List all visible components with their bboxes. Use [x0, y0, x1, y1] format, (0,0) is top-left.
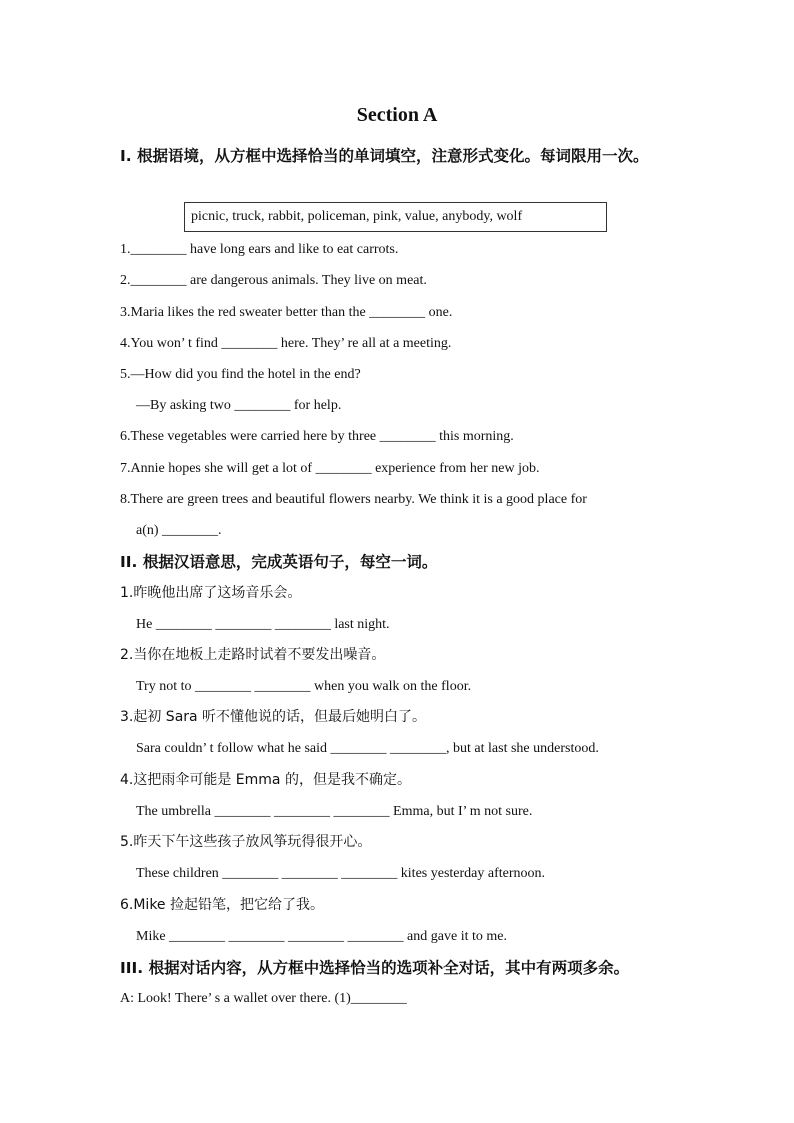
part1-item-2: 2.________ are dangerous animals. They live on meat. — [120, 273, 427, 288]
part2-item-1-en: He ________ ________ ________ last night. — [136, 617, 390, 632]
part1-item-5-question: 5.—How did you find the hotel in the end? — [120, 367, 361, 382]
word-box: picnic, truck, rabbit, policeman, pink, value, anybody, wolf — [184, 202, 607, 232]
part2-heading: II. 根据汉语意思，完成英语句子，每空一词。 — [120, 553, 438, 571]
part2-item-2-zh: 2.当你在地板上走路时试着不要发出噪音。 — [120, 647, 386, 663]
part1-item-8: 8.There are green trees and beautiful flowers nearby. We think it is a good place for — [120, 492, 587, 507]
part2-item-4-en: The umbrella ________ ________ ________ Emma, but I’ m not sure. — [136, 804, 533, 819]
part2-item-6-zh: 6.Mike 捡起铅笔，把它给了我。 — [120, 897, 324, 913]
part2-item-1-zh: 1.昨晚他出席了这场音乐会。 — [120, 585, 302, 601]
part2-item-6-en: Mike ________ ________ ________ ________ and gave it to me. — [136, 929, 507, 944]
part1-item-5-answer: —By asking two ________ for help. — [136, 398, 342, 413]
part1-heading: Ⅰ. 根据语境，从方框中选择恰当的单词填空，注意形式变化。每词限用一次。 — [120, 147, 649, 165]
part3-dialog-line-1: A: Look! There’ s a wallet over there. (1)________ — [120, 991, 407, 1006]
part3-heading: III. 根据对话内容，从方框中选择恰当的选项补全对话，其中有两项多余。 — [120, 959, 630, 977]
part2-item-5-en: These children ________ ________ ________ kites yesterday afternoon. — [136, 866, 546, 881]
part2-item-4-zh: 4.这把雨伞可能是 Emma 的，但是我不确定。 — [120, 772, 411, 788]
part2-item-3-zh: 3.起初 Sara 听不懂他说的话，但最后她明白了。 — [120, 709, 427, 725]
part1-item-4: 4.You won’ t find ________ here. They’ re all at a meeting. — [120, 336, 452, 351]
part2-item-3-en: Sara couldn’ t follow what he said ________ ________, but at last she understood. — [136, 741, 599, 756]
part1-item-6: 6.These vegetables were carried here by three ________ this morning. — [120, 429, 514, 444]
part1-item-7: 7.Annie hopes she will get a lot of ________ experience from her new job. — [120, 461, 540, 476]
part2-item-2-en: Try not to ________ ________ when you walk on the floor. — [136, 679, 472, 694]
section-title: Section A — [356, 104, 438, 126]
part2-item-5-zh: 5.昨天下午这些孩子放风筝玩得很开心。 — [120, 834, 372, 850]
part1-item-1: 1.________ have long ears and like to eat carrots. — [120, 242, 399, 257]
part1-item-8-cont: a(n) ________. — [136, 523, 222, 538]
part1-item-3: 3.Maria likes the red sweater better than the ________ one. — [120, 305, 453, 320]
